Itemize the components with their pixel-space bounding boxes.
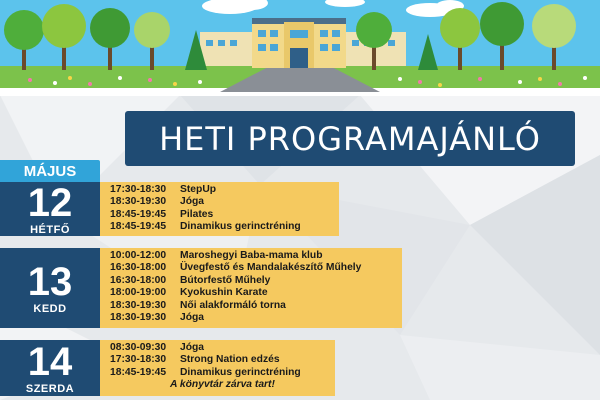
program-time: 18:45-19:45 [110, 221, 167, 233]
program-time: 10:00-12:00 [110, 250, 167, 261]
program-box-wednesday [100, 340, 335, 396]
program-name: Jóga [180, 196, 205, 208]
program-row [110, 250, 402, 262]
page-title: HETI PROGRAMAJÁNLÓ [159, 119, 541, 158]
program-name: Strong Nation edzés [180, 354, 280, 366]
program-row [110, 196, 339, 208]
month-label: MÁJUS [23, 162, 77, 180]
program-row [110, 209, 339, 221]
title-banner [125, 111, 575, 166]
program-time: 17:30-18:30 [110, 184, 167, 195]
program-time: 16:30-18:00 [110, 274, 167, 286]
program-name: Üvegfestő és Mandalakészítő Műhely [180, 262, 362, 274]
program-row [110, 221, 339, 233]
program-row [110, 275, 402, 287]
program-name: Pilates [180, 208, 214, 220]
program-name: StepUp [180, 184, 217, 195]
program-row [110, 367, 335, 379]
program-time: 18:30-19:30 [110, 312, 167, 324]
program-row [110, 300, 402, 312]
program-time: 08:30-09:30 [110, 342, 167, 353]
program-name: Bútorfestő Műhely [180, 274, 271, 286]
program-row [110, 262, 402, 274]
program-time: 18:45-19:45 [110, 366, 167, 378]
day-name: KEDD [33, 302, 67, 315]
program-name: Dinamikus gerinctréning [180, 366, 301, 378]
program-time: 18:30-19:30 [110, 299, 167, 311]
program-time: 18:00-19:00 [110, 287, 167, 299]
program-name: Kyokushin Karate [180, 287, 268, 299]
day-block-wednesday [0, 340, 100, 396]
program-row [110, 342, 335, 354]
day-number: 14 [27, 339, 73, 384]
program-name: Maroshegyi Baba-mama klub [180, 250, 323, 261]
program-box-tuesday [100, 248, 402, 328]
program-row [110, 354, 335, 366]
day-name: SZERDA [25, 382, 75, 395]
school-illustration [0, 0, 600, 96]
day-block-tuesday [0, 248, 100, 328]
program-row [110, 184, 339, 196]
program-time: 18:45-19:45 [110, 208, 167, 220]
day-name: HÉTFŐ [30, 223, 70, 236]
month-tab [0, 160, 100, 182]
program-time: 16:30-18:00 [110, 262, 167, 274]
program-row [110, 312, 402, 324]
program-name: Dinamikus gerinctréning [180, 221, 301, 233]
day-block-monday [0, 182, 100, 236]
day-number: 12 [27, 180, 73, 225]
program-name: Jóga [180, 312, 205, 324]
program-time: 18:30-19:30 [110, 196, 167, 208]
program-row [110, 287, 402, 299]
program-box-monday [100, 182, 339, 236]
library-closed-note: A könyvtár zárva tart! [170, 379, 275, 391]
program-name: Női alakformáló torna [180, 299, 286, 311]
program-name: Jóga [180, 342, 205, 353]
day-number: 13 [27, 259, 73, 304]
program-time: 17:30-18:30 [110, 354, 167, 366]
